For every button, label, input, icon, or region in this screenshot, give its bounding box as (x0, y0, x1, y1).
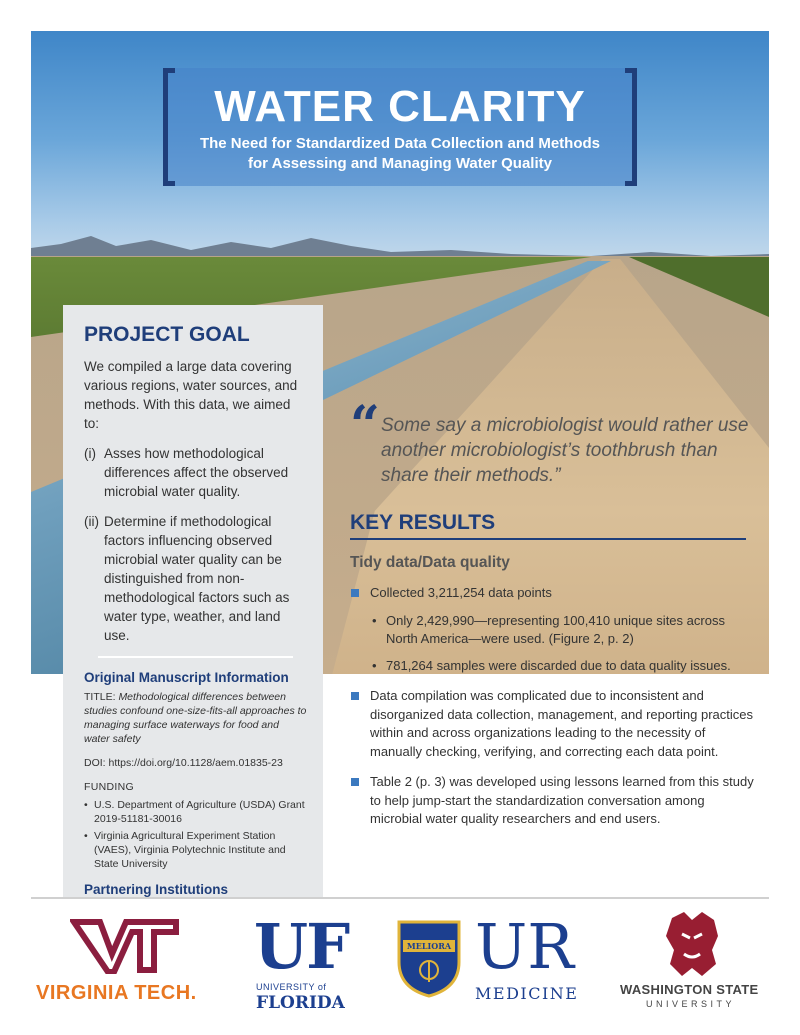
result-item (350, 584, 760, 675)
manuscript-title-text: Methodological differences between studies confound one-size-fits-all approaches to managing surface waterways for food and water safety (84, 691, 307, 745)
ur-medicine-logo (395, 910, 580, 1022)
partnering-institutions-heading: Partnering Institutions (84, 882, 229, 897)
wsu-university-text: UNIVERSITY (646, 999, 736, 1009)
manuscript-heading: Original Manuscript Information (84, 670, 289, 685)
goal-item-text: Determine if methodological factors influencing observed microbial water quality can be distinguished from non-methodological factors such as water type, weather, and land use. (104, 514, 290, 643)
university-of-florida-logo (252, 910, 352, 1022)
manuscript-doi[interactable]: DOI: https://doi.org/10.1128/aem.01835-23 (84, 757, 283, 769)
funding-list (84, 798, 307, 871)
vt-wordmark: VIRGINIA TECH. (36, 982, 197, 1004)
result-sub-item: • 781,264 samples were discarded due to data quality issues. (370, 657, 760, 676)
manuscript-title-label: TITLE: (84, 691, 116, 703)
result-sub-list (370, 612, 760, 676)
uf-mark: UF (254, 910, 349, 983)
cougar-head-icon (662, 910, 722, 978)
goal-item (84, 444, 307, 501)
vt-mark-icon (70, 918, 180, 974)
project-goal-heading: PROJECT GOAL (84, 323, 250, 346)
goal-item (84, 512, 307, 645)
page-subtitle (163, 134, 637, 174)
svg-text:MELIORA: MELIORA (406, 941, 452, 951)
divider (98, 656, 293, 658)
ur-seal-icon (395, 918, 463, 998)
funding-item: • Virginia Agricultural Experiment Station (VAES), Virginia Polytechnic Institute and State University (84, 829, 307, 871)
key-results-subheading: Tidy data/Data quality (350, 554, 510, 571)
goal-item-number: (ii) (84, 514, 99, 529)
result-item (350, 687, 760, 761)
project-goal-intro: We compiled a large data covering various regions, water sources, and methods. With this data, we aimed to: (84, 359, 298, 431)
quote-mark-icon: “ (350, 395, 380, 456)
pull-quote: Some say a microbiologist would rather use another microbiologist’s toothbrush than share their methods.” (381, 415, 749, 486)
result-sub-item: • Only 2,429,990—representing 100,410 unique sites across North America—were used. (Figure 2, p. 2) (370, 612, 760, 649)
wsu-name-text: WASHINGTON STATE (620, 982, 759, 997)
goal-item-number: (i) (84, 446, 96, 461)
subtitle-line-2: for Assessing and Managing Water Quality (248, 155, 552, 172)
result-text: Table 2 (p. 3) was developed using lessons learned from this study to help jump-start the standardization conversation among microbial water quality researchers and end users. (370, 774, 754, 826)
uf-university-text: UNIVERSITY of (256, 982, 327, 992)
virginia-tech-logo (30, 910, 215, 1022)
funding-label: FUNDING (84, 781, 134, 793)
page-title: WATER CLARITY (214, 82, 586, 131)
key-results-list (350, 584, 760, 841)
project-goal-panel (63, 305, 323, 897)
washington-state-logo (614, 910, 764, 1022)
key-results-heading: KEY RESULTS (350, 511, 496, 534)
subtitle-line-1: The Need for Standardized Data Collection and Methods (199, 135, 601, 152)
result-text: Data compilation was complicated due to inconsistent and disorganized data collection, management, and reporting practices within and across organizations leading to the necessity of manually checking, verifying, and correcting each data point. (370, 688, 754, 759)
title-box (163, 68, 637, 186)
manuscript-title (84, 690, 307, 746)
funding-item: • U.S. Department of Agriculture (USDA) Grant 2019-51181-30016 (84, 798, 307, 826)
result-text: Collected 3,211,254 data points (370, 585, 552, 600)
goal-item-text: Asses how methodological differences affect the observed microbial water quality. (104, 446, 289, 499)
key-results-rule (350, 538, 746, 540)
footer-divider (31, 897, 769, 899)
ur-mark: UR (475, 910, 574, 983)
result-item (350, 773, 760, 829)
uf-florida-text: FLORIDA (256, 993, 345, 1013)
ur-medicine-text: MEDICINE (475, 984, 579, 1003)
